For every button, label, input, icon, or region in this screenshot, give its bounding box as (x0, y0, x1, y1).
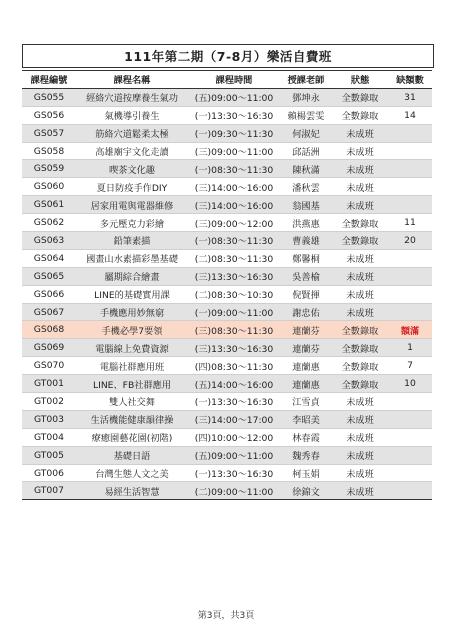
course-code: GS067 (33, 306, 65, 318)
course-remaining (388, 410, 432, 428)
course-time: (一)13:30～16:30 (194, 469, 274, 481)
course-time: (一)08:30～11:30 (194, 236, 274, 248)
course-code: GS063 (33, 234, 65, 246)
course-name: 國畫山水素描彩墨基礎 (86, 254, 178, 266)
course-time: (四)10:00～12:00 (194, 433, 274, 445)
course-status: 未成班 (346, 182, 374, 194)
course-name: 手機應用妙無窮 (99, 308, 165, 320)
course-name: 經絡穴道按摩養生氣功 (86, 93, 178, 105)
course-code: GS057 (33, 127, 65, 139)
course-remaining (388, 285, 432, 303)
course-name: 夏日防疫手作DIY (96, 182, 168, 194)
course-code: GS059 (33, 163, 65, 175)
course-teacher: 徐錦文 (292, 486, 320, 498)
course-time: (二)08:30～10:30 (194, 290, 274, 302)
course-time: (五)09:00～11:00 (194, 451, 274, 463)
course-remaining (388, 124, 432, 142)
course-teacher: 謝忠佑 (292, 308, 320, 320)
course-time: (五)09:00～11:00 (194, 93, 274, 105)
table-row (22, 357, 432, 375)
course-status: 未成班 (346, 433, 374, 445)
table-row (22, 428, 432, 446)
course-name: 生活機能健康韻律操 (90, 415, 174, 427)
course-remaining (388, 160, 432, 178)
table-row (22, 106, 432, 124)
course-status: 未成班 (346, 469, 374, 481)
course-teacher: 鄧坤永 (292, 93, 320, 105)
course-name: 屬期綜合繪畫 (104, 272, 160, 284)
course-code: GS061 (33, 199, 65, 211)
course-name: 多元壓克力彩繪 (99, 218, 165, 230)
course-name: 易經生活智慧 (104, 486, 160, 498)
course-status: 未成班 (346, 415, 374, 427)
course-code: GS060 (33, 181, 65, 193)
table-header-row (22, 71, 432, 89)
course-status: 未成班 (346, 147, 374, 158)
course-status: 全數錄取 (341, 93, 379, 105)
course-teacher: 柯玉娟 (292, 469, 320, 481)
course-teacher: 邱話洲 (292, 147, 320, 158)
course-name: 療癒園藝花園(初階) (91, 433, 173, 445)
course-remaining: 31 (404, 91, 416, 103)
course-teacher: 魏秀春 (292, 451, 320, 463)
course-name: 氣機導引養生 (104, 111, 160, 123)
table-row (22, 214, 432, 232)
course-status: 未成班 (346, 164, 374, 176)
table-row (22, 375, 432, 393)
course-time: (三)14:00～16:00 (194, 182, 274, 194)
table-row (22, 249, 432, 267)
course-time: (三)09:00～12:00 (194, 218, 274, 230)
course-name: 高雄廟宇文化走讀 (95, 147, 169, 158)
course-remaining (388, 482, 432, 500)
table-row (22, 142, 432, 160)
course-teacher: 曹義雄 (292, 236, 320, 248)
course-teacher: 洪燕惠 (292, 218, 320, 230)
page-title: 111年第二期（7-8月）樂活自費班 (22, 44, 434, 68)
course-remaining-full: 額滿 (400, 325, 420, 337)
course-teacher: 何淑妃 (292, 129, 320, 141)
course-code: GS058 (33, 145, 65, 157)
course-time: (三)14:00～17:00 (194, 415, 274, 427)
course-remaining (388, 446, 432, 464)
course-name: 雙人社交舞 (109, 397, 155, 409)
course-code: GT003 (34, 413, 64, 425)
course-status: 全數錄取 (341, 325, 379, 337)
course-name: 筋絡穴道鬆柔太極 (95, 129, 169, 141)
course-remaining (388, 249, 432, 267)
course-name: 手機必學7要領 (101, 325, 163, 337)
course-time: (一)08:30～11:30 (194, 164, 274, 176)
table-row (22, 88, 432, 106)
course-status: 未成班 (346, 200, 374, 212)
course-code: GT006 (34, 467, 64, 479)
course-code: GS056 (33, 109, 65, 121)
table-row (22, 303, 432, 321)
course-name: 電腦社群應用班 (99, 361, 165, 373)
table-row (22, 267, 432, 285)
table-row (22, 196, 432, 214)
course-teacher: 連蘭惠 (292, 379, 320, 391)
header-remaining: 缺額數 (388, 71, 432, 89)
course-code: GT002 (34, 395, 64, 407)
course-remaining (388, 267, 432, 285)
header-course-time: 課程時間 (188, 71, 280, 89)
course-code: GS065 (33, 270, 65, 282)
course-code: GS066 (33, 288, 65, 300)
course-code: GS070 (33, 360, 65, 372)
course-time: (三)14:00～16:00 (194, 200, 274, 212)
course-name: 台灣生態人文之美 (95, 469, 169, 481)
course-teacher: 翁國基 (292, 200, 320, 212)
course-code: GS064 (33, 252, 65, 264)
course-code: GS068 (33, 324, 65, 336)
course-remaining (388, 142, 432, 160)
course-remaining (388, 464, 432, 482)
table-row (22, 178, 432, 196)
course-time: (三)08:30～11:30 (194, 325, 274, 337)
course-remaining: 11 (404, 217, 416, 229)
course-time: (二)08:30～11:30 (194, 254, 274, 266)
header-course-name: 課程名稱 (76, 71, 188, 89)
header-teacher: 授課老師 (280, 71, 332, 89)
course-name: 基礎日語 (113, 451, 151, 463)
course-status: 全數錄取 (341, 379, 379, 391)
course-teacher: 連蘭惠 (292, 361, 320, 373)
course-teacher: 陳秋滿 (292, 164, 320, 176)
course-status: 全數錄取 (341, 236, 379, 248)
page-footer: 第3頁，共3頁 (197, 611, 255, 621)
header-status: 狀態 (332, 71, 388, 89)
course-remaining: 1 (407, 342, 413, 354)
course-time: (四)08:30～11:30 (194, 361, 274, 373)
course-name: 電腦線上免費資源 (95, 343, 169, 355)
course-remaining: 10 (404, 378, 416, 390)
course-teacher: 連蘭芬 (292, 343, 320, 355)
course-remaining (388, 393, 432, 411)
course-name: 鉛筆素描 (113, 236, 151, 248)
course-status: 未成班 (346, 129, 374, 141)
course-status: 未成班 (346, 397, 374, 409)
course-remaining (388, 178, 432, 196)
table-row (22, 232, 432, 250)
course-code: GT004 (34, 431, 64, 443)
table-row (22, 464, 432, 482)
course-time: (一)13:30～16:30 (194, 397, 274, 409)
table-row (22, 410, 432, 428)
course-teacher: 林春霞 (292, 433, 320, 445)
course-teacher: 賴楊雲雯 (287, 111, 325, 123)
course-teacher: 李昭美 (292, 415, 320, 427)
course-teacher: 鄭馨桐 (292, 254, 320, 266)
course-code: GT005 (34, 449, 64, 461)
course-status: 全數錄取 (341, 218, 379, 230)
course-remaining: 14 (404, 109, 416, 121)
table-row (22, 446, 432, 464)
course-teacher: 潘秋雲 (292, 182, 320, 194)
course-status: 全數錄取 (341, 111, 379, 123)
course-remaining: 7 (407, 360, 413, 372)
table-row (22, 124, 432, 142)
course-status: 全數錄取 (341, 343, 379, 355)
course-status: 未成班 (346, 308, 374, 320)
course-status: 未成班 (346, 254, 374, 266)
table-row (22, 393, 432, 411)
course-name: LINE、FB社群應用 (92, 379, 172, 391)
course-code: GS069 (33, 342, 65, 354)
table-body (22, 88, 432, 499)
course-remaining (388, 303, 432, 321)
table-row (22, 285, 432, 303)
course-time: (二)09:00～11:00 (194, 486, 274, 498)
course-remaining (388, 428, 432, 446)
course-table (22, 70, 432, 500)
course-code: GS055 (33, 91, 65, 103)
course-time: (一)09:30～11:30 (194, 129, 274, 141)
course-time: (五)14:00～16:00 (194, 379, 274, 391)
course-teacher: 吳善榆 (292, 272, 320, 284)
course-status: 未成班 (346, 486, 374, 498)
table-row (22, 339, 432, 357)
table-row (22, 160, 432, 178)
course-status: 未成班 (346, 290, 374, 302)
course-code: GT001 (34, 378, 64, 390)
course-remaining (388, 196, 432, 214)
course-teacher: 倪賢揮 (292, 290, 320, 302)
course-status: 全數錄取 (341, 361, 379, 373)
course-time: (三)09:00～11:00 (194, 147, 274, 158)
course-code: GT007 (34, 485, 64, 497)
course-name: 喫茶文化趣 (109, 164, 155, 176)
table-row-highlighted (22, 321, 432, 339)
course-time: (一)13:30～16:30 (194, 111, 274, 123)
course-time: (一)09:00～11:00 (194, 308, 274, 320)
course-time: (三)13:30～16:30 (194, 343, 274, 355)
course-status: 未成班 (346, 272, 374, 284)
course-remaining: 20 (404, 234, 416, 246)
course-status: 未成班 (346, 451, 374, 463)
course-name: LINE的基礎實用課 (94, 290, 170, 302)
table-row (22, 482, 432, 500)
course-code: GS062 (33, 217, 65, 229)
course-time: (三)13:30～16:30 (194, 272, 274, 284)
course-teacher: 江雪貞 (292, 397, 320, 409)
header-course-code: 課程編號 (22, 71, 76, 89)
course-teacher: 連蘭芬 (292, 325, 320, 337)
course-name: 居家用電與電器維修 (90, 200, 174, 212)
